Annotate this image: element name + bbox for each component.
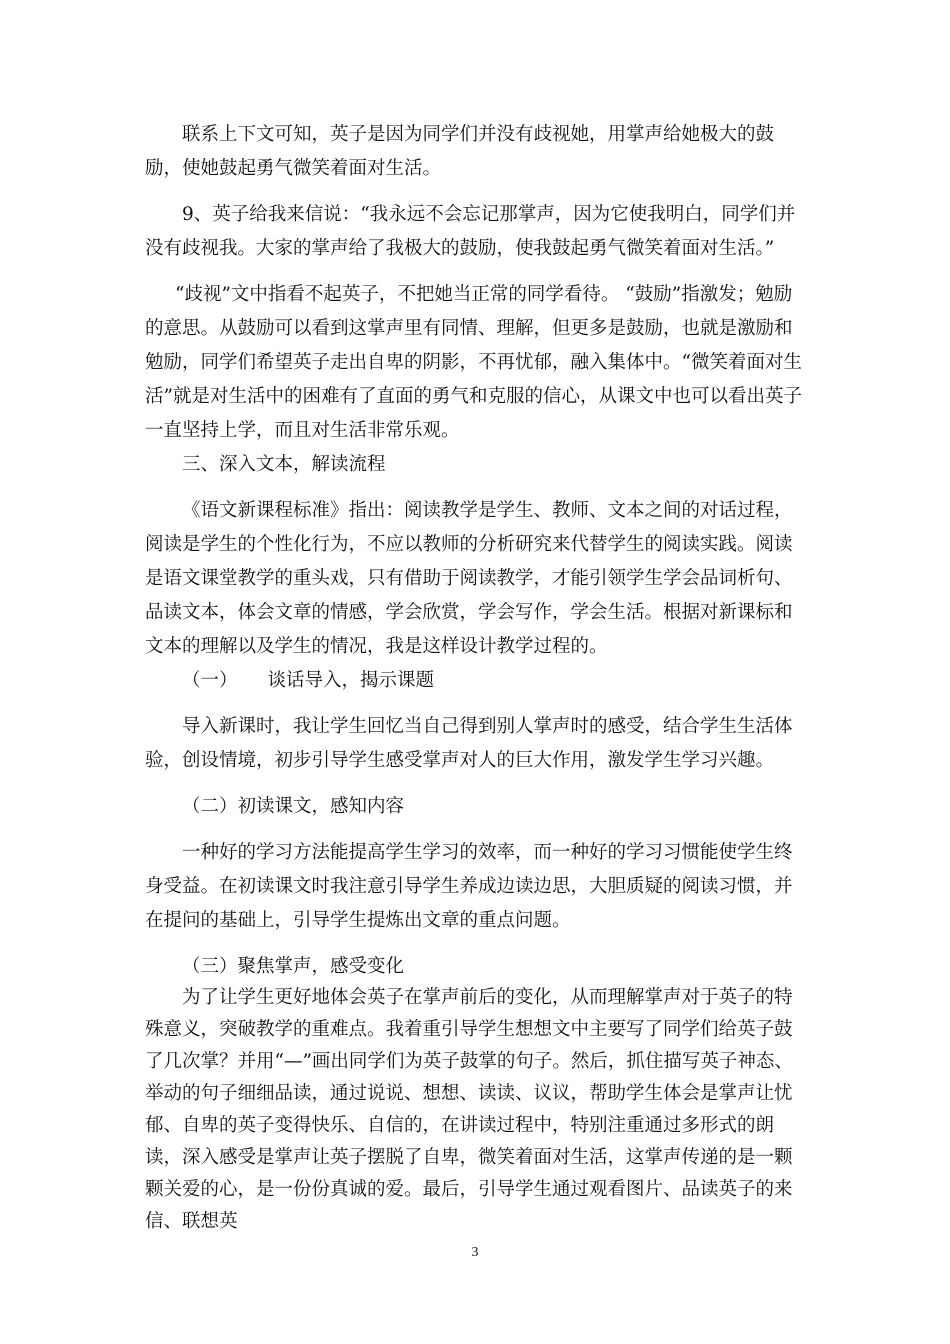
- paragraph-word-analysis: “歧视”文中指看不起英子，不把她当正常的同学看待。 “鼓励”指激发；勉励的意思。从鼓励可以看到这掌声里有同情、理解，但更多是鼓励，也就是激励和勉励，同学们希望英子走出自卑的阴影，不再忧郁，融入集体中。“微笑着面对生活”就是对生活中的困难有了直面的勇气和克服的信心，从课文中也可以看出英子一直坚持上学，而且对生活非常乐观。: [145, 284, 802, 441]
- paragraph-curriculum-standard: 《语文新课程标准》指出：阅读教学是学生、教师、文本之间的对话过程，阅读是学生的个性化行为，不应以教师的分析研究来代替学生的阅读实践。阅读是语文课堂教学的重头戏，只有借助于阅读教学，才能引领学生学会品词析句、品读文本，体会文章的情感，学会欣赏，学会写作，学会生活。根据对新课标和文本的理解以及学生的情况，我是这样设计教学过程的。: [145, 500, 793, 657]
- subheading-1-number: （一）: [182, 670, 238, 691]
- paragraph-context-conclusion: 联系上下文可知，英子是因为同学们并没有歧视她，用掌声给她极大的鼓励，使她鼓起勇气微笑着面对生活。: [145, 124, 775, 179]
- subheading-2: （二）初读课文，感知内容: [182, 796, 405, 817]
- paragraph-intro-lesson: 导入新课时，我让学生回忆当自己得到别人掌声时的感受，结合学生生活体验，创设情境，初步引导学生感受掌声对人的巨大作用，激发学生学习兴趣。: [145, 716, 793, 771]
- subheading-3: （三）聚焦掌声，感受变化: [182, 956, 405, 977]
- subheading-1-text: 谈话导入，揭示课题: [267, 670, 435, 691]
- section-heading-3: 三、深入文本，解读流程: [182, 454, 386, 475]
- paragraph-first-reading: 一种好的学习方法能提高学生学习的效率，而一种好的学习习惯能使学生终身受益。在初读课文时我注意引导学生养成边读边思，大胆质疑的阅读习惯，并在提问的基础上，引导学生提炼出文章的重点问题。: [145, 842, 793, 931]
- paragraph-focus-applause: 为了让学生更好地体会英子在掌声前后的变化，从而理解掌声对于英子的特殊意义，突破教学的重难点。我着重引导学生想想文中主要写了同学们给英子鼓了几次掌？并用“—”画出同学们为英子鼓掌的句子。然后，抓住描写英子神态、举动的句子细细品读，通过说说、想想、读读、议议，帮助学生体会是掌声让忧郁、自卑的英子变得快乐、自信的，在讲读过程中，特别注重通过多形式的朗读，深入感受是掌声让英子摆脱了自卑，微笑着面对生活，这掌声传递的是一颗颗关爱的心，是一份份真诚的爱。最后，引导学生通过观看图片、品读英子的来信、联想英: [145, 987, 793, 1232]
- page-number: 3: [471, 1245, 479, 1260]
- paragraph-yingzi-letter: 9、英子给我来信说：“我永远不会忘记那掌声，因为它使我明白，同学们并没有歧视我。大家的掌声给了我极大的鼓励，使我鼓起勇气微笑着面对生活。”: [145, 204, 796, 259]
- subheading-1: [145, 664, 844, 698]
